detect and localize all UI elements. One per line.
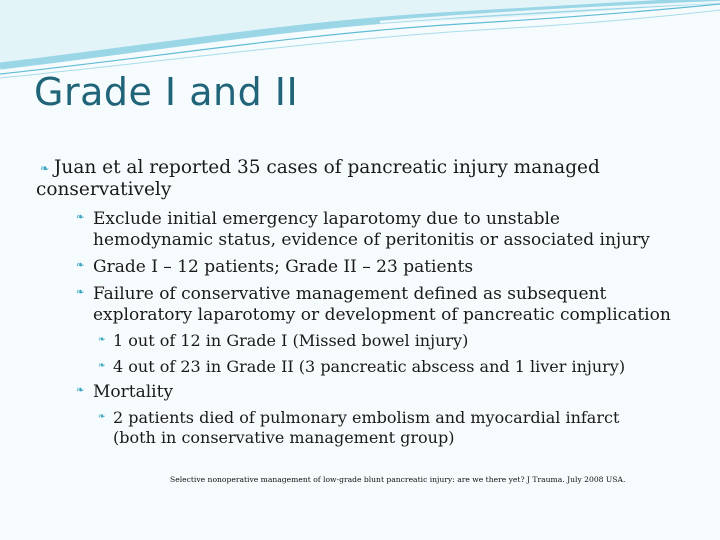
bullet-level-2: Exclude initial emergency laparotomy due to unstable hemodynamic status, evidence of peritonitis or associated injury — [93, 209, 650, 250]
citation-reference: Selective nonoperative management of low-grade blunt pancreatic injury: are we there yet? J Trauma. July 2008 USA. — [170, 475, 626, 484]
wingdings-arrow-bullet-icon: ❧ — [76, 385, 85, 396]
slide-title: Grade I and II — [34, 70, 299, 114]
bullet-level-1: Juan et al reported 35 cases of pancreatic injury managed conservatively — [36, 157, 600, 200]
bullet-level-3: 4 out of 23 in Grade II (3 pancreatic abscess and 1 liver injury) — [113, 357, 626, 376]
bullet-level-3: 2 patients died of pulmonary embolism and myocardial infarct (both in conservative management group) — [113, 408, 620, 447]
wingdings-arrow-bullet-icon: ❧ — [76, 260, 85, 271]
bullet-level-2: Grade I – 12 patients; Grade II – 23 patients — [93, 257, 474, 277]
bullet-level-3: 1 out of 12 in Grade I (Missed bowel injury) — [113, 331, 469, 350]
wingdings-arrow-bullet-icon: ❧ — [98, 361, 106, 371]
wingdings-arrow-bullet-icon: ❧ — [76, 212, 85, 223]
bullet-level-2: Mortality — [93, 382, 174, 402]
bullet-level-2: Failure of conservative management defined as subsequent exploratory laparotomy or development of pancreatic complication — [93, 284, 671, 325]
wingdings-arrow-bullet-icon: ❧ — [98, 335, 106, 345]
wingdings-arrow-bullet-icon: ❧ — [98, 412, 106, 422]
wingdings-arrow-bullet-icon: ❧ — [40, 162, 50, 175]
wingdings-arrow-bullet-icon: ❧ — [76, 287, 85, 298]
